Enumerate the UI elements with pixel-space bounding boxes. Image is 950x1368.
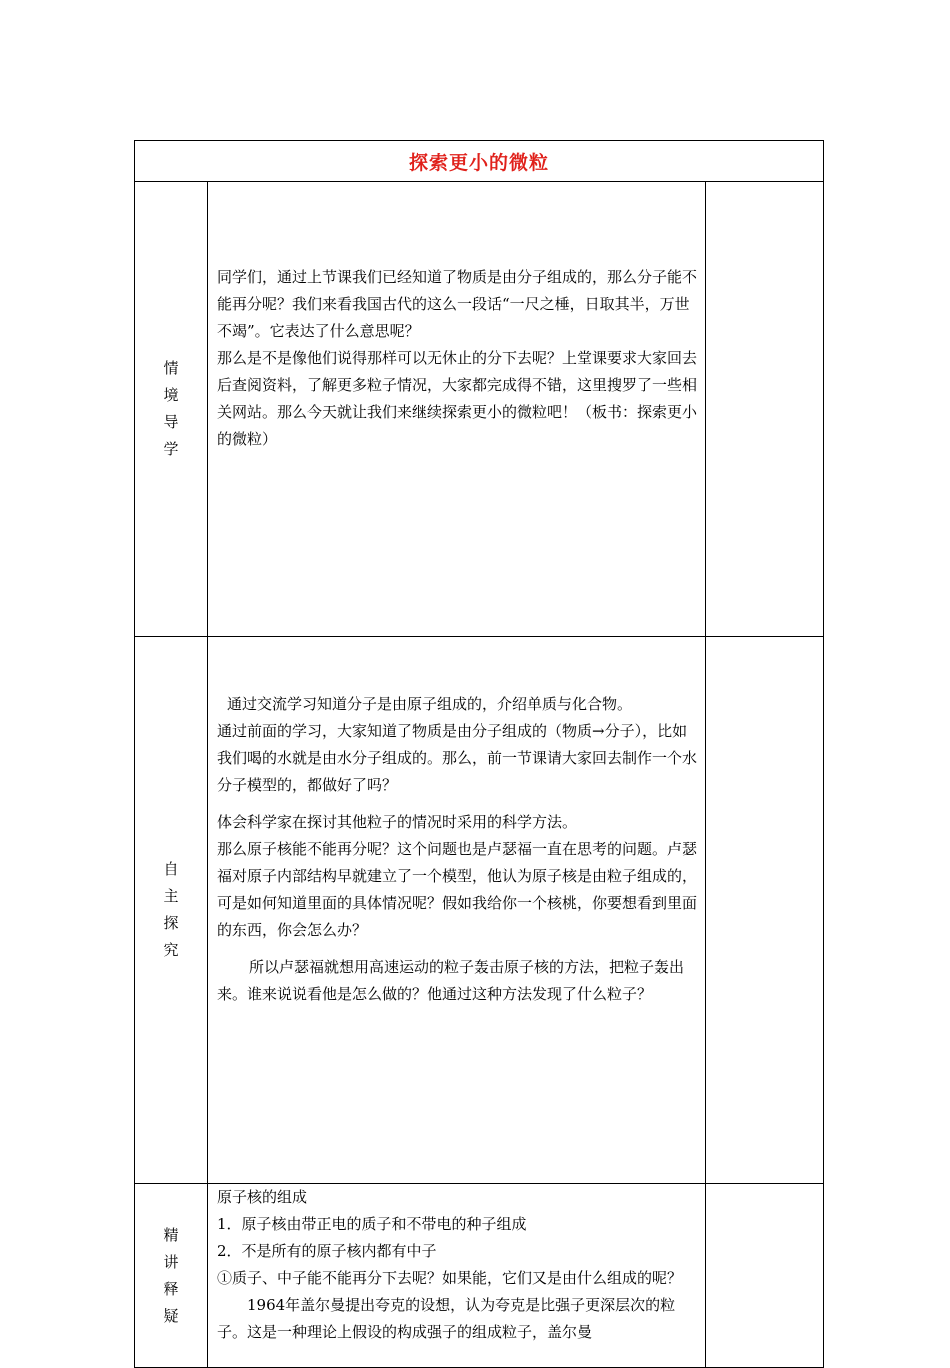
paragraph: 所以卢瑟福就想用高速运动的粒子轰击原子核的方法，把粒子轰出来。谁来说说看他是怎么做的？他通过这种方法发现了什么粒子？: [217, 958, 685, 1003]
label-char: 疑: [163, 1306, 179, 1325]
label-char: 导: [163, 413, 179, 431]
spacer: [217, 944, 697, 954]
paragraph: 那么是不是像他们说得那样可以无休止的分下去呢？上堂课要求大家回去后查阅资料，了解更多粒子情况，大家都完成得不错，这里搜罗了一些相关网站。那么今天就让我们来继续探索更小的微粒吧！（板书：探索更小的微粒）: [217, 349, 698, 448]
label-char: 自: [163, 860, 179, 878]
section-content-explain: [208, 1184, 706, 1368]
section-content-explore: [208, 637, 706, 1184]
paragraph: 原子核的组成: [217, 1188, 308, 1206]
paragraph: 2．不是所有的原子核内都有中子: [217, 1242, 437, 1260]
paragraph: 体会科学家在探讨其他粒子的情况时采用的科学方法。: [217, 813, 578, 831]
paragraph: ①质子、中子能不能再分下去呢？如果能，它们又是由什么组成的呢？: [217, 1269, 683, 1287]
label-char: 境: [163, 386, 179, 404]
paragraph: 通过前面的学习，大家知道了物质是由分子组成的（物质→分子），比如我们喝的水就是由水分子组成的。那么，前一节课请大家回去制作一个水分子模型的，都做好了吗？: [217, 722, 698, 794]
section-row-explore: [135, 637, 824, 1184]
paragraph: 那么原子核能不能再分呢？这个问题也是卢瑟福一直在思考的问题。卢瑟福对原子内部结构早就建立了一个模型，他认为原子核是由粒子组成的，可是如何知道里面的具体情况呢？假如我给你一个核桃，你要想看到里面的东西，你会怎么办？: [217, 840, 698, 939]
notes-cell: [706, 637, 824, 1184]
label-char: 讲: [163, 1252, 179, 1271]
section-content-intro: [208, 182, 706, 637]
section-label-intro: [135, 182, 208, 637]
lesson-title: 探索更小的微粒: [135, 141, 824, 182]
label-char: 主: [163, 887, 179, 905]
spacer: [217, 799, 697, 809]
label-char: 学: [163, 440, 179, 458]
paragraph: 同学们，通过上节课我们已经知道了物质是由分子组成的，那么分子能不能再分呢？我们来看我国古代的这么一段话“一尺之棰，日取其半，万世不竭”。它表达了什么意思呢？: [217, 268, 698, 340]
label-char: 究: [163, 941, 179, 959]
section-label-explore: [135, 637, 208, 1184]
section-row-explain: [135, 1184, 824, 1368]
paragraph: 通过交流学习知道分子是由原子组成的，介绍单质与化合物。: [227, 695, 633, 713]
label-char: 精: [163, 1225, 179, 1244]
section-label-explain: [135, 1184, 208, 1368]
notes-cell: [706, 182, 824, 637]
label-char: 情: [163, 359, 179, 377]
label-char: 释: [163, 1279, 179, 1298]
label-char: 探: [163, 914, 179, 932]
paragraph: 1964年盖尔曼提出夸克的设想，认为夸克是比强子更深层次的粒子。这是一种理论上假设的构成强子的组成粒子，盖尔曼: [217, 1296, 676, 1341]
paragraph: 1．原子核由带正电的质子和不带电的种子组成: [217, 1215, 527, 1233]
lesson-table: [134, 140, 824, 1368]
notes-cell: [706, 1184, 824, 1368]
section-row-intro: [135, 182, 824, 637]
